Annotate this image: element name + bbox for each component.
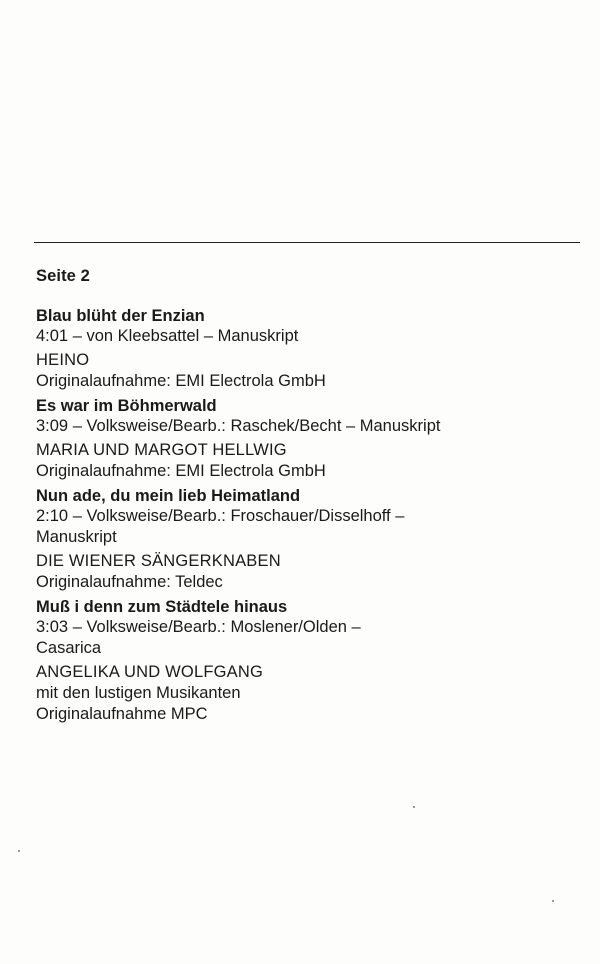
track bbox=[36, 396, 596, 482]
paper-speck bbox=[18, 850, 20, 852]
track-recording: Originalaufnahme MPC bbox=[36, 705, 208, 723]
track-credits: 3:09 – Volksweise/Bearb.: Raschek/Becht – Manuskript bbox=[36, 417, 441, 435]
track-credits-continued: Manuskript bbox=[36, 528, 117, 546]
side-heading: Seite 2 bbox=[36, 267, 90, 285]
track-title: Nun ade, du mein lieb Heimatland bbox=[36, 487, 301, 505]
track-credits: 3:03 – Volksweise/Bearb.: Moslener/Olden – bbox=[36, 618, 361, 636]
track-credits: 4:01 – von Kleebsattel – Manuskript bbox=[36, 327, 299, 345]
track bbox=[36, 306, 596, 392]
track-title: Muß i denn zum Städtele hinaus bbox=[36, 598, 288, 616]
track-artist: MARIA UND MARGOT HELLWIG bbox=[36, 441, 287, 459]
track-recording: Originalaufnahme: Teldec bbox=[36, 573, 223, 591]
track bbox=[36, 597, 596, 725]
track-credits: 2:10 – Volksweise/Bearb.: Froschauer/Disselhoff – bbox=[36, 507, 405, 525]
divider-line bbox=[34, 242, 580, 243]
track bbox=[36, 486, 596, 593]
track-credits-continued: Casarica bbox=[36, 639, 102, 657]
track-artist: HEINO bbox=[36, 351, 90, 369]
track-artist: DIE WIENER SÄNGERKNABEN bbox=[36, 552, 281, 570]
track-recording: Originalaufnahme: EMI Electrola GmbH bbox=[36, 462, 326, 480]
track-title: Blau blüht der Enzian bbox=[36, 307, 205, 325]
track-title: Es war im Böhmerwald bbox=[36, 397, 217, 415]
paper-speck bbox=[552, 900, 554, 902]
tracklist bbox=[36, 266, 596, 729]
track-recording: Originalaufnahme: EMI Electrola GmbH bbox=[36, 372, 326, 390]
track-artist: ANGELIKA UND WOLFGANG bbox=[36, 663, 263, 681]
paper-speck bbox=[413, 806, 415, 808]
track-artist-continued: mit den lustigen Musikanten bbox=[36, 684, 241, 702]
